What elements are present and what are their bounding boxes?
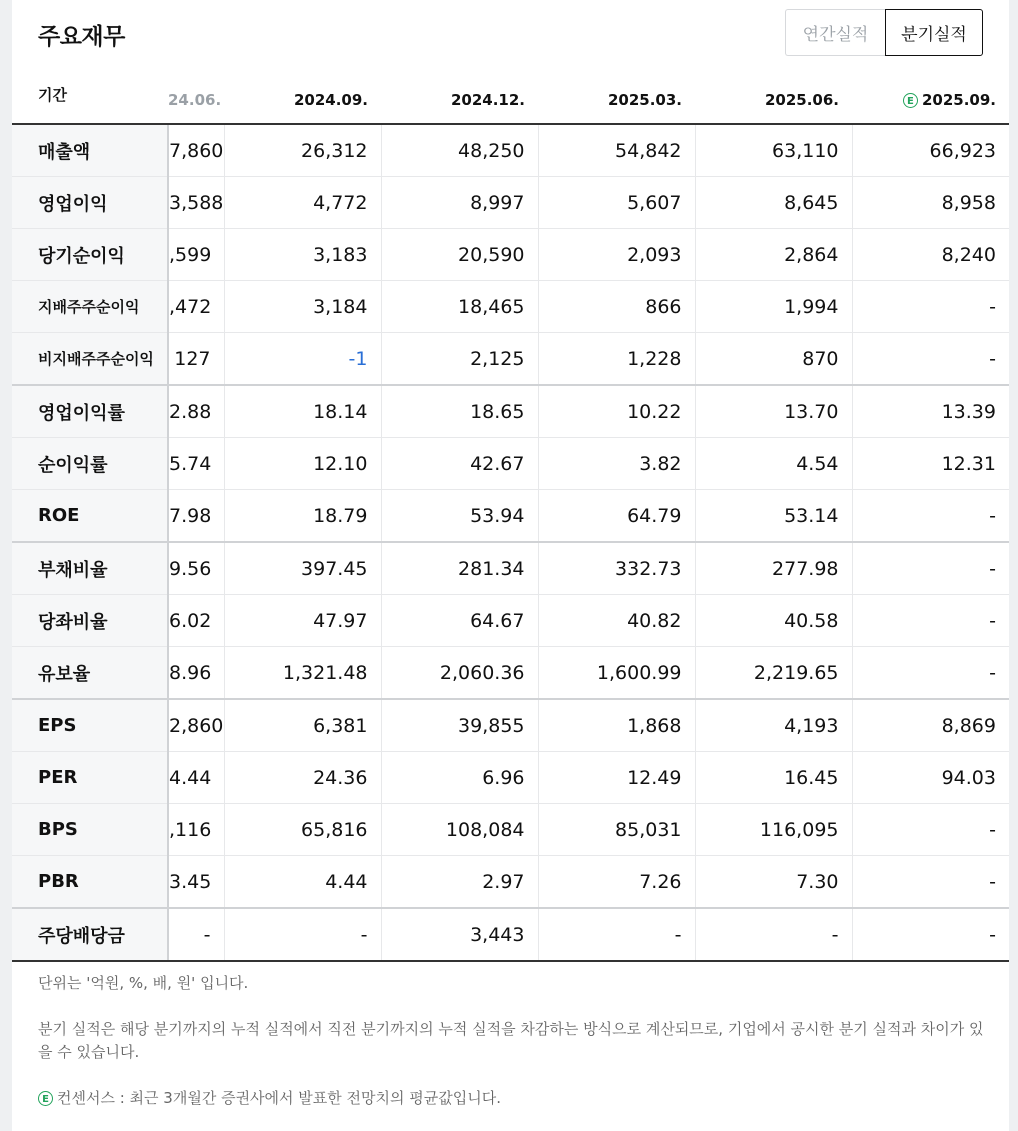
table-cell: 6.96 <box>381 752 538 804</box>
period-header-label: 24.06. <box>168 90 222 109</box>
table-cell: 26,312 <box>224 124 381 177</box>
table-cell: 8.96 <box>168 647 224 700</box>
table-cell: - <box>852 595 1009 647</box>
table-row <box>12 595 1009 647</box>
row-label: 영업이익률 <box>12 385 168 438</box>
table-cell: 7.30 <box>695 856 852 909</box>
table-row <box>12 124 1009 177</box>
period-header-4 <box>695 76 852 124</box>
footnotes <box>38 972 988 1110</box>
table-cell: 64.67 <box>381 595 538 647</box>
consensus-note <box>38 1087 988 1110</box>
table-cell: 2,125 <box>381 333 538 386</box>
table-cell: 18.65 <box>381 385 538 438</box>
table-cell: 108,084 <box>381 804 538 856</box>
table-cell: 3.45 <box>168 856 224 909</box>
estimate-icon: E <box>38 1091 53 1106</box>
period-header-1 <box>224 76 381 124</box>
row-label: 영업이익 <box>12 177 168 229</box>
financials-table-wrap[interactable] <box>12 76 1009 962</box>
row-label: 비지배주주순이익 <box>12 333 168 386</box>
table-cell: 4.54 <box>695 438 852 490</box>
table-cell: 10.22 <box>538 385 695 438</box>
table-cell: 866 <box>538 281 695 333</box>
table-cell: 16.45 <box>695 752 852 804</box>
table-cell: 6.02 <box>168 595 224 647</box>
consensus-note-text: 컨센서스 : 최근 3개월간 증권사에서 발표한 전망치의 평균값입니다. <box>57 1089 501 1107</box>
table-cell: 8,869 <box>852 699 1009 752</box>
table-row <box>12 908 1009 961</box>
period-header-label: 2025.03. <box>607 90 682 109</box>
row-label: 지배주주순이익 <box>12 281 168 333</box>
table-cell: 1,228 <box>538 333 695 386</box>
table-cell: 4.44 <box>168 752 224 804</box>
financials-card <box>12 0 1009 1131</box>
table-cell: 4.44 <box>224 856 381 909</box>
period-header-5 <box>852 76 1009 124</box>
table-cell: 1,600.99 <box>538 647 695 700</box>
table-cell: -1 <box>224 333 381 386</box>
table-cell: 48,250 <box>381 124 538 177</box>
table-cell: 3,443 <box>381 908 538 961</box>
period-header-label: 2024.09. <box>293 90 368 109</box>
table-cell: 7,860 <box>168 124 224 177</box>
table-row <box>12 385 1009 438</box>
table-cell: - <box>852 804 1009 856</box>
table-cell: 3,183 <box>224 229 381 281</box>
table-cell: ,116 <box>168 804 224 856</box>
table-cell: 332.73 <box>538 542 695 595</box>
row-label: BPS <box>12 804 168 856</box>
table-cell: - <box>852 333 1009 386</box>
table-cell: 4,772 <box>224 177 381 229</box>
table-cell: 8,958 <box>852 177 1009 229</box>
period-header-3 <box>538 76 695 124</box>
table-cell: 5.74 <box>168 438 224 490</box>
table-row <box>12 804 1009 856</box>
table-cell: - <box>695 908 852 961</box>
row-label: 유보율 <box>12 647 168 700</box>
row-label: 주당배당금 <box>12 908 168 961</box>
row-label: 당좌비율 <box>12 595 168 647</box>
period-header-label: 2025.06. <box>764 90 839 109</box>
table-cell: 7.26 <box>538 856 695 909</box>
table-cell: 12.31 <box>852 438 1009 490</box>
table-cell: - <box>852 490 1009 543</box>
table-cell: 1,994 <box>695 281 852 333</box>
table-cell: 2.88 <box>168 385 224 438</box>
table-cell: - <box>224 908 381 961</box>
table-row <box>12 542 1009 595</box>
table-cell: - <box>538 908 695 961</box>
table-row <box>12 490 1009 543</box>
table-cell: 94.03 <box>852 752 1009 804</box>
table-cell: 65,816 <box>224 804 381 856</box>
table-cell: - <box>168 908 224 961</box>
table-cell: 54,842 <box>538 124 695 177</box>
table-cell: 39,855 <box>381 699 538 752</box>
period-header-label: 기간 <box>12 76 168 124</box>
table-row <box>12 647 1009 700</box>
table-cell: 47.97 <box>224 595 381 647</box>
table-cell: - <box>852 647 1009 700</box>
table-cell: 1,321.48 <box>224 647 381 700</box>
table-cell: 2,219.65 <box>695 647 852 700</box>
unit-note: 단위는 '억원, %, 배, 원' 입니다. <box>38 974 249 992</box>
table-cell: 8,997 <box>381 177 538 229</box>
table-cell: 13.70 <box>695 385 852 438</box>
table-cell: 5,607 <box>538 177 695 229</box>
period-header-label: 2024.12. <box>450 90 525 109</box>
table-cell: 8,645 <box>695 177 852 229</box>
table-cell: 63,110 <box>695 124 852 177</box>
period-header-0 <box>168 76 224 124</box>
table-cell: 127 <box>168 333 224 386</box>
table-cell: 20,590 <box>381 229 538 281</box>
table-cell: 40.58 <box>695 595 852 647</box>
table-cell: 66,923 <box>852 124 1009 177</box>
quarterly-results-button[interactable]: 분기실적 <box>885 9 983 56</box>
table-cell: 1,868 <box>538 699 695 752</box>
table-cell: 281.34 <box>381 542 538 595</box>
table-cell: 3.82 <box>538 438 695 490</box>
table-cell: 85,031 <box>538 804 695 856</box>
table-cell: 116,095 <box>695 804 852 856</box>
table-cell: - <box>852 281 1009 333</box>
table-cell: 4,193 <box>695 699 852 752</box>
table-cell: 2.97 <box>381 856 538 909</box>
table-cell: 277.98 <box>695 542 852 595</box>
table-cell: - <box>852 908 1009 961</box>
period-header-2 <box>381 76 538 124</box>
table-cell: 18.14 <box>224 385 381 438</box>
table-cell: 6,381 <box>224 699 381 752</box>
table-cell: 2,093 <box>538 229 695 281</box>
financials-table <box>12 76 1009 962</box>
table-row <box>12 856 1009 909</box>
table-row <box>12 438 1009 490</box>
row-label: PBR <box>12 856 168 909</box>
table-cell: 2,860 <box>168 699 224 752</box>
table-cell: - <box>852 542 1009 595</box>
table-cell: 53.94 <box>381 490 538 543</box>
table-cell: 18.79 <box>224 490 381 543</box>
table-cell: 12.49 <box>538 752 695 804</box>
table-cell: 8,240 <box>852 229 1009 281</box>
table-body <box>12 124 1009 961</box>
table-cell: 13.39 <box>852 385 1009 438</box>
table-cell: 18,465 <box>381 281 538 333</box>
table-row <box>12 699 1009 752</box>
table-row <box>12 229 1009 281</box>
table-cell: 2,060.36 <box>381 647 538 700</box>
estimate-icon: E <box>903 93 918 108</box>
table-cell: ,599 <box>168 229 224 281</box>
table-cell: 7.98 <box>168 490 224 543</box>
table-cell: 42.67 <box>381 438 538 490</box>
row-label: 부채비율 <box>12 542 168 595</box>
period-toggle <box>785 9 983 58</box>
table-row <box>12 752 1009 804</box>
row-label: EPS <box>12 699 168 752</box>
row-label: 당기순이익 <box>12 229 168 281</box>
table-cell: - <box>852 856 1009 909</box>
table-row <box>12 281 1009 333</box>
row-label: PER <box>12 752 168 804</box>
table-cell: 12.10 <box>224 438 381 490</box>
table-cell: ,472 <box>168 281 224 333</box>
table-cell: 40.82 <box>538 595 695 647</box>
section-title: 주요재무 <box>38 24 125 50</box>
table-cell: 2,864 <box>695 229 852 281</box>
table-cell: 64.79 <box>538 490 695 543</box>
table-row <box>12 333 1009 386</box>
table-cell: 53.14 <box>695 490 852 543</box>
table-row <box>12 177 1009 229</box>
table-cell: 24.36 <box>224 752 381 804</box>
period-header-label: 2025.09. <box>921 90 996 109</box>
table-cell: 397.45 <box>224 542 381 595</box>
table-cell: 9.56 <box>168 542 224 595</box>
table-cell: 3,184 <box>224 281 381 333</box>
table-cell: 870 <box>695 333 852 386</box>
table-header-row <box>12 76 1009 124</box>
method-note: 분기 실적은 해당 분기까지의 누적 실적에서 직전 분기까지의 누적 실적을 차감하는 방식으로 계산되므로, 기업에서 공시한 분기 실적과 차이가 있을 수 있습니다. <box>38 1020 984 1061</box>
row-label: ROE <box>12 490 168 543</box>
row-label: 매출액 <box>12 124 168 177</box>
table-cell: 3,588 <box>168 177 224 229</box>
row-label: 순이익률 <box>12 438 168 490</box>
annual-results-button[interactable]: 연간실적 <box>785 9 885 56</box>
